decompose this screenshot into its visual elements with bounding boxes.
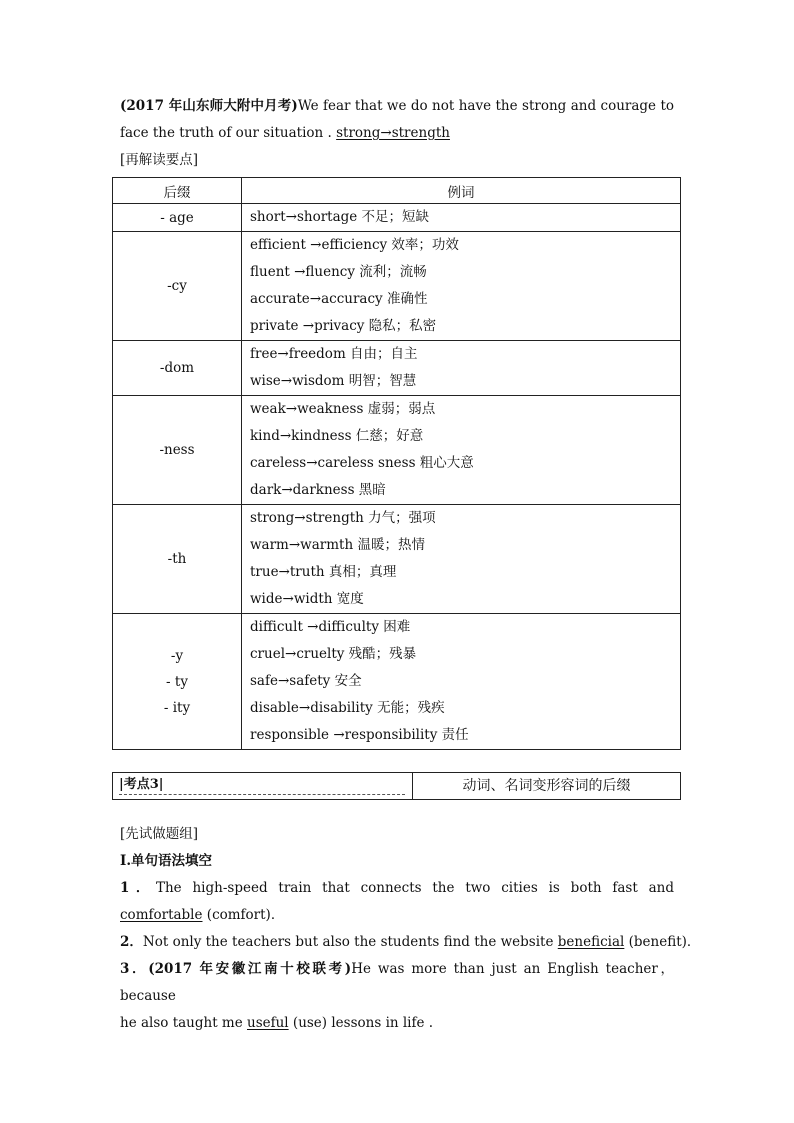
q2-answer: beneficial (557, 934, 625, 950)
example-word: private →privacy 隐私；私密 (250, 318, 437, 334)
suffix-table (112, 177, 681, 750)
suffix-label: -y (170, 647, 184, 664)
q2-number: 2． (120, 934, 143, 950)
example-word: kind→kindness 仁慈；好意 (250, 428, 424, 444)
q3-line-1 (120, 956, 674, 1010)
kaodian-left (113, 773, 413, 799)
suffix-cell (113, 396, 242, 505)
q1-number: 1． (120, 880, 156, 896)
q3-answer: useful (247, 1015, 289, 1031)
suffix-label: - ity (163, 699, 191, 716)
header-suffix: 后缀 (113, 178, 242, 204)
examples-cell (242, 341, 681, 396)
suffix-label: - age (160, 209, 194, 226)
example-word: safe→safety 安全 (250, 673, 362, 689)
intro-line-2 (120, 120, 674, 147)
suffix-cell (113, 232, 242, 341)
table-row (113, 204, 681, 232)
practice-heading: [先试做题组] (120, 826, 199, 842)
example-word: disable→disability 无能；残疾 (250, 700, 445, 716)
table-row (113, 396, 681, 505)
suffix-cell (113, 614, 242, 750)
practice-subheading: Ⅰ.单句语法填空 (120, 853, 213, 869)
example-word: strong→strength 力气；强项 (250, 510, 436, 526)
table-row (113, 232, 681, 341)
kaodian-tag: |考点3| (119, 776, 405, 795)
intro-answer: strong→strength (336, 125, 450, 141)
example-word: efficient →efficiency 效率；功效 (250, 237, 459, 253)
examples-cell (242, 396, 681, 505)
example-word: accurate→accuracy 准确性 (250, 291, 428, 307)
q3-number: 3． (120, 961, 149, 977)
example-word: dark→darkness 黑暗 (250, 482, 386, 498)
q2-hint: (benefit)． (628, 934, 701, 950)
kaodian-bar (112, 772, 681, 800)
section-heading: [再解读要点] (120, 152, 199, 168)
suffix-cell (113, 341, 242, 396)
q2-text: Not only the teachers but also the students find the website (142, 934, 554, 950)
example-word: cruel→cruelty 残酷；残暴 (250, 646, 417, 662)
example-word: fluent →fluency 流利；流畅 (250, 264, 427, 280)
suffix-cell (113, 204, 242, 232)
example-word: wide→width 宽度 (250, 591, 364, 607)
example-word: responsible →responsibility 责任 (250, 727, 469, 743)
suffix-label: -dom (159, 360, 195, 376)
example-word: weak→weakness 虚弱；弱点 (250, 401, 436, 417)
suffix-label: - ty (166, 673, 188, 690)
example-word: warm→warmth 温暖；热情 (250, 537, 425, 553)
q3-line-2 (120, 1010, 674, 1037)
suffix-label: -ness (159, 442, 195, 458)
example-word: true→truth 真相；真理 (250, 564, 397, 580)
examples-cell (242, 614, 681, 750)
q3-hint: (use) lessons in life . (292, 1015, 434, 1031)
example-word: difficult →difficulty 困难 (250, 619, 411, 635)
example-word: free→freedom 自由；自主 (250, 346, 418, 362)
q1-line-1 (120, 875, 674, 902)
intro-text-b: face the truth of our situation . (120, 125, 332, 141)
examples-cell (242, 505, 681, 614)
intro-text-a: We fear that we do not have the strong and courage to (297, 98, 674, 114)
q1-line-2 (120, 902, 674, 929)
table-header-row (113, 178, 681, 204)
suffix-cell (113, 505, 242, 614)
table-row (113, 341, 681, 396)
intro-sentence (120, 93, 674, 174)
table-body (113, 204, 681, 750)
q1-hint: (comfort)． (206, 907, 285, 923)
q2-line (120, 929, 701, 956)
q3-source: (2017 年安徽江南十校联考) (148, 961, 352, 977)
example-word: wise→wisdom 明智；智慧 (250, 373, 417, 389)
intro-line-1 (120, 93, 674, 120)
table-row (113, 505, 681, 614)
examples-cell (242, 232, 681, 341)
example-word: short→shortage 不足；短缺 (250, 209, 430, 225)
intro-source: (2017 年山东师大附中月考) (120, 98, 298, 114)
q3-text-a: He was more than just an English teacher，because (120, 961, 674, 1004)
table-row (113, 614, 681, 750)
example-word: careless→careless sness 粗心大意 (250, 455, 474, 471)
q1-answer: comfortable (120, 907, 203, 923)
header-examples: 例词 (242, 178, 681, 204)
suffix-label: -cy (167, 278, 187, 294)
examples-cell (242, 204, 681, 232)
practice-section (120, 821, 701, 1037)
kaodian-title: 动词、名词变形容词的后缀 (462, 778, 631, 794)
q1-text: The high-speed train that connects the two cities is both fast and (155, 880, 674, 896)
q3-text-b: he also taught me (120, 1015, 243, 1031)
suffix-label: -th (167, 551, 187, 567)
